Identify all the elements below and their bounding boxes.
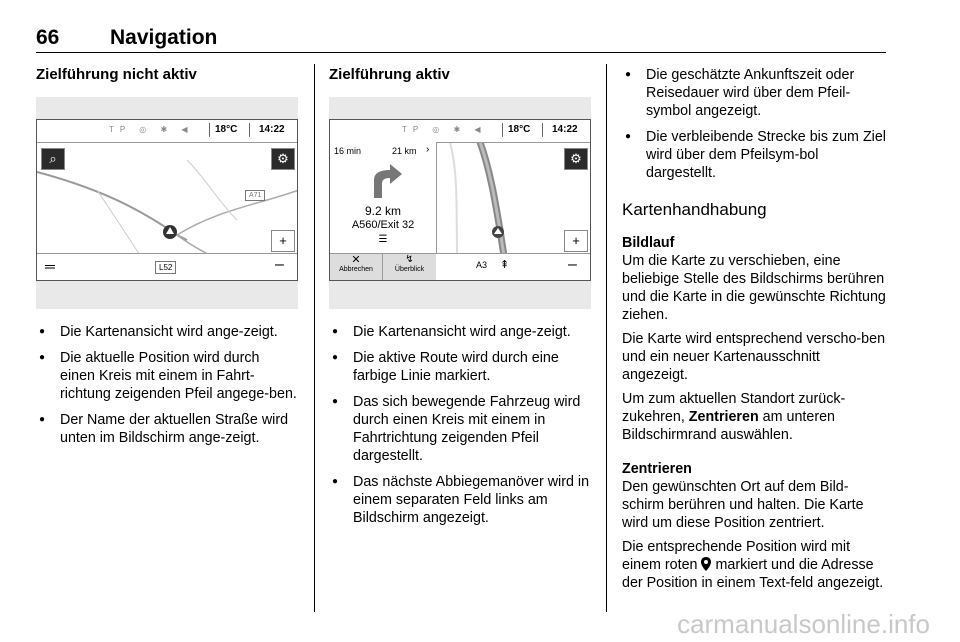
paragraph: Um die Karte zu verschieben, eine beliebige Stelle des Bildschirms berühren und die Karte in die gewünschte Richtung ziehen.: [622, 253, 886, 323]
list-item: ● Die aktuelle Position wird durch einen Kreis mit einem in Fahrt-richtung zeigenden Pfeil angege-ben.: [36, 349, 298, 403]
list-item: ● Die geschätzte Ankunftszeit oder Reisedauer wird über dem Pfeil-symbol angezeigt.: [622, 66, 888, 120]
maneuver-road: A560/Exit 32: [351, 219, 415, 231]
page-header: [36, 26, 886, 53]
turn-arrow-icon: [364, 162, 404, 198]
remaining-distance: 21 km: [392, 146, 417, 156]
search-icon[interactable]: ⌕: [41, 148, 65, 170]
map-screenshot-inactive: [36, 97, 298, 309]
overview-label: Überblick: [394, 266, 425, 273]
road-sign: A71: [245, 190, 265, 201]
clock: 14:22: [259, 124, 285, 135]
infotainment-screen: [329, 119, 591, 281]
lane-icon: ⇞: [500, 259, 510, 271]
list-icon[interactable]: ☰: [378, 234, 388, 245]
list-item: ● Die verbleibende Strecke bis zum Ziel wird über dem Pfeilsym-bol dargestellt.: [622, 128, 888, 182]
cancel-label: Abbrechen: [339, 266, 373, 273]
paragraph: Die Karte wird entsprechend verscho-ben und ein neuer Kartenausschnitt angezeigt.: [622, 331, 886, 383]
zoom-out-icon[interactable]: –: [275, 256, 284, 273]
gear-icon[interactable]: ⚙: [564, 148, 588, 170]
list-item: ● Die Kartenansicht wird ange-zeigt.: [36, 323, 298, 341]
road-label: A3: [476, 260, 488, 270]
gear-icon[interactable]: ⚙: [271, 148, 295, 170]
zoom-in-icon[interactable]: +: [271, 230, 295, 252]
subheading-bildlauf: Bildlauf: [622, 235, 675, 251]
bullet-list: [36, 323, 298, 447]
cancel-button[interactable]: [330, 254, 383, 280]
column-3: [622, 66, 888, 598]
map-screenshot-active: [329, 97, 591, 309]
bottom-bar: [37, 253, 297, 280]
map-pin-icon: [701, 557, 711, 571]
road-label: L52: [155, 261, 176, 274]
list-item: ● Der Name der aktuellen Straße wird unten im Bildschirm ange-zeigt.: [36, 411, 298, 447]
status-bar: [330, 120, 590, 143]
temperature: 18°C: [215, 124, 238, 135]
zoom-in-icon[interactable]: +: [564, 230, 588, 252]
list-item: ● Das sich bewegende Fahrzeug wird durch einen Kreis mit einem in Fahrtrichtung zeigenden Pfeil dargestellt.: [329, 393, 591, 465]
status-bar: [37, 120, 297, 143]
figure-title: Zielführung nicht aktiv: [36, 66, 197, 83]
travel-duration: 16 min: [334, 146, 362, 156]
subheading-zentrieren: Zentrieren: [622, 461, 692, 477]
column-divider: [314, 64, 315, 612]
figure-title: Zielführung aktiv: [329, 66, 450, 83]
bullet-list: [329, 323, 591, 527]
list-item: ● Das nächste Abbiegemanöver wird in einem separaten Feld links am Bildschirm angezeigt.: [329, 473, 591, 527]
close-icon: ✕: [351, 254, 361, 266]
list-item: ● Die aktive Route wird durch eine farbige Linie markiert.: [329, 349, 591, 385]
temperature: 18°C: [508, 124, 531, 135]
bottom-bar: [330, 253, 590, 280]
chevron-right-icon[interactable]: ›: [426, 144, 430, 155]
maneuver-distance: 9.2 km: [364, 204, 401, 218]
route-icon: ↯: [405, 254, 414, 265]
status-icons: TP ◎ ✱ ◀: [109, 125, 194, 134]
paragraph: Um zum aktuellen Standort zurück-zukehren, Zentrieren am unteren Bildschirmrand auswählen.: [622, 391, 846, 443]
menu-icon[interactable]: ═: [45, 258, 55, 274]
zoom-out-icon[interactable]: –: [568, 256, 577, 273]
watermark: carmanualsonline.info: [677, 609, 930, 639]
page-number: 66: [36, 26, 60, 49]
status-icons: TP ◎ ✱ ◀: [402, 125, 487, 134]
column-1: [36, 66, 298, 455]
paragraph: Die entsprechende Position wird mit einem roten markiert und die Adresse der Position in einem Text-feld angezeigt.: [622, 539, 884, 591]
paragraph: Den gewünschten Ort auf dem Bild-schirm berühren und halten. Die Karte wird um diese Position zentriert.: [622, 479, 864, 531]
column-2: [329, 66, 591, 535]
section-heading: Kartenhandhabung: [622, 200, 767, 219]
section-title: Navigation: [110, 26, 218, 49]
column-divider: [606, 64, 607, 612]
list-item: ● Die Kartenansicht wird ange-zeigt.: [329, 323, 591, 341]
infotainment-screen: [36, 119, 298, 281]
maneuver-panel: [330, 142, 437, 256]
clock: 14:22: [552, 124, 578, 135]
bold-term: Zentrieren: [688, 409, 759, 425]
bullet-list: [622, 66, 888, 182]
overview-button[interactable]: [383, 254, 436, 280]
